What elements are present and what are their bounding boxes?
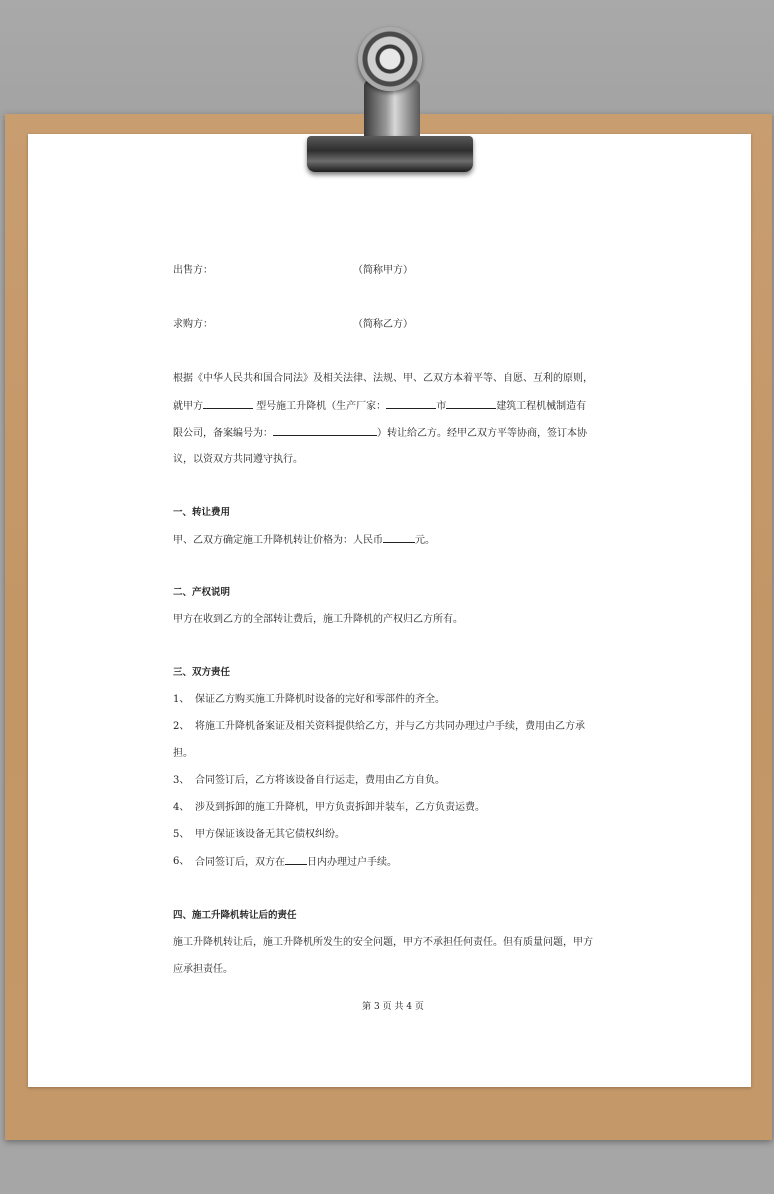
intro-line-3 [173,424,587,443]
item-text: 将施工升降机备案证及相关资料提供给乙方，并与乙方共同办理过户手续，费用由乙方承 [195,721,585,732]
list-item [173,691,445,709]
list-item [173,799,485,817]
blank-field [203,397,253,409]
list-item [173,718,585,736]
intro-text: 限公司，备案编号为： [173,428,273,439]
seller-label: 出售方： [173,265,213,276]
section-2-text: 甲方在收到乙方的全部转让费后，施工升降机的产权归乙方所有。 [173,614,463,625]
s1-text: 元。 [415,535,435,546]
item-number: 6、 [173,856,190,867]
section-1-text [173,531,435,550]
item-number: 5、 [173,829,190,840]
page-number-footer: 第 3 页 共 4 页 [362,1002,424,1012]
intro-text: 型号施工升降机（生产厂家： [256,401,387,412]
intro-text: 就甲方 [173,401,203,412]
seller-line [173,262,413,280]
list-item [173,772,445,790]
item-text-part: 日内办理过户手续。 [307,857,397,868]
list-item-continued: 担。 [173,748,193,759]
intro-text: 市 [436,401,447,412]
clip-ring-icon [358,27,422,91]
s1-text: 甲、乙双方确定施工升降机转让价格为：人民币 [173,535,383,546]
item-text-part: 合同签订后，双方在 [195,857,285,868]
section-4-title: 四、施工升降机转让后的责任 [173,910,297,921]
item-number: 4、 [173,802,190,813]
list-item [173,826,345,844]
seller-note: （简称甲方） [353,265,413,276]
item-text: 甲方保证该设备无其它债权纠纷。 [195,829,345,840]
list-item [173,853,397,871]
section-4-line-1: 施工升降机转让后，施工升降机所发生的安全问题，甲方不承担任何责任。但有质量问题，甲方 [173,937,593,948]
item-text: 保证乙方购买施工升降机时设备的完好和零部件的齐全。 [195,694,445,705]
item-number: 1、 [173,694,190,705]
buyer-line [173,316,413,334]
intro-line-2 [173,397,586,416]
blank-field [446,397,496,409]
blank-field [285,853,307,865]
item-text: 涉及到拆卸的施工升降机，甲方负责拆卸并装车，乙方负责运费。 [195,802,485,813]
buyer-label: 求购方： [173,319,213,330]
item-text [195,853,397,872]
intro-line-4: 议，以资双方共同遵守执行。 [173,454,303,465]
item-text: 合同签订后，乙方将该设备自行运走，费用由乙方自负。 [195,775,445,786]
blank-field [386,397,436,409]
item-number: 2、 [173,721,190,732]
intro-line-1: 根据《中华人民共和国合同法》及相关法律、法规、甲、乙双方本着平等、自愿、互利的原则， [173,373,593,384]
section-4-line-2: 应承担责任。 [173,964,233,975]
section-1-title: 一、转让费用 [173,507,231,518]
section-2-title: 二、产权说明 [173,587,231,598]
clip-base [307,136,473,172]
blank-field [273,424,377,436]
intro-text: 建筑工程机械制造有 [496,401,587,412]
item-number: 3、 [173,775,190,786]
blank-field [383,531,415,543]
buyer-note: （简称乙方） [353,319,413,330]
intro-text: ）转让给乙方。经甲乙双方平等协商，签订本协 [377,428,587,439]
section-3-title: 三、双方责任 [173,667,231,678]
